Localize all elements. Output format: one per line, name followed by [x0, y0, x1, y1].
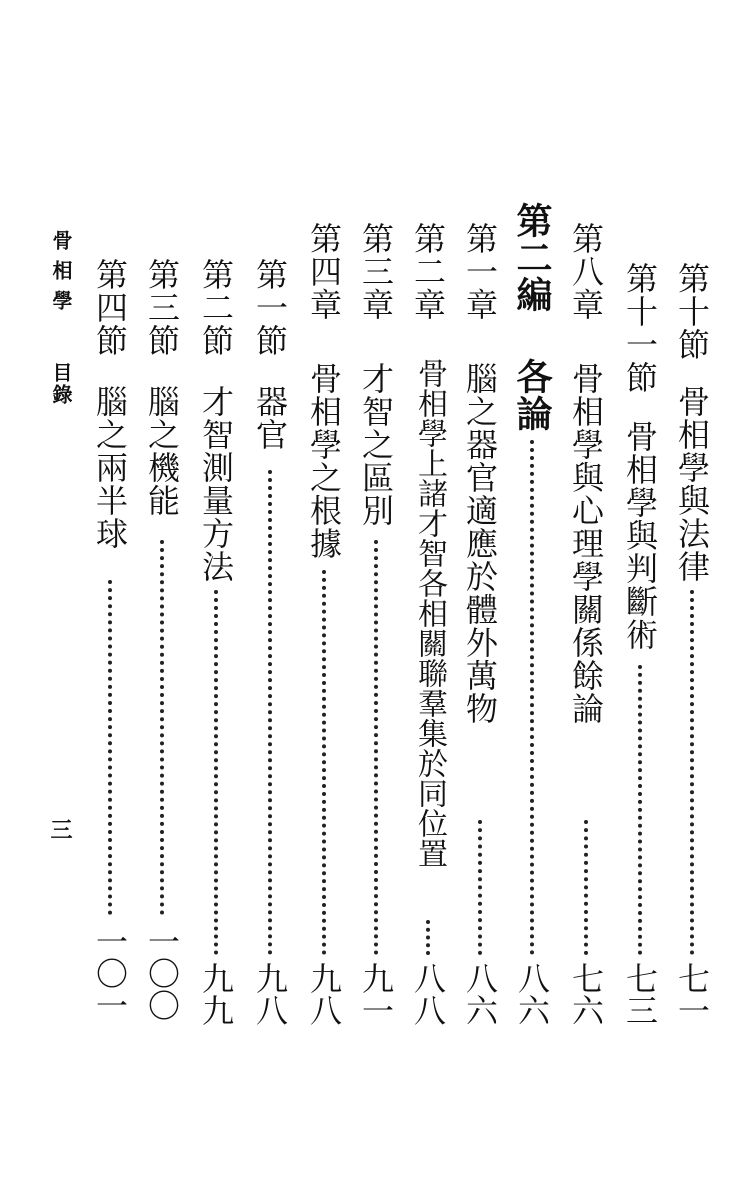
entry-page: 七六 — [567, 962, 605, 1026]
leader-dots — [160, 540, 164, 915]
leader-dots — [478, 820, 482, 955]
entry-page: 九八 — [305, 962, 343, 1026]
entry-title: 骨相學上諸才智各相關聯羣集於同位置 — [412, 358, 447, 868]
entry-label: 第四節 — [91, 258, 129, 357]
entry-label: 第二章 — [409, 222, 447, 321]
leader-dots — [530, 440, 534, 955]
entry-page: 八六 — [513, 962, 551, 1026]
leader-dots — [638, 665, 642, 955]
entry-title: 器官 — [251, 385, 289, 451]
toc-entry — [566, 0, 606, 1189]
leader-dots — [268, 470, 272, 955]
entry-title: 骨相學與判斷術 — [621, 420, 659, 651]
toc-entry — [408, 0, 448, 1189]
entry-page: 七三 — [621, 962, 659, 1026]
leader-dots — [426, 920, 430, 955]
entry-title: 骨相學之根據 — [305, 362, 343, 560]
entry-label: 第三章 — [357, 222, 395, 321]
entry-label: 第十一節 — [621, 262, 659, 394]
entry-title: 骨相學與心理學關係餘論 — [567, 362, 605, 725]
entry-title: 腦之兩半球 — [91, 385, 129, 550]
toc-entry — [672, 0, 712, 1189]
toc-entry — [142, 0, 182, 1189]
leader-dots — [322, 570, 326, 955]
entry-title: 才智測量方法 — [197, 385, 235, 583]
entry-title: 各論 — [511, 358, 553, 432]
entry-label: 第十節 — [673, 262, 711, 361]
entry-label: 第三節 — [143, 258, 181, 357]
leader-dots — [108, 580, 112, 915]
toc-entry — [304, 0, 344, 1189]
entry-page: 八六 — [461, 962, 499, 1026]
entry-title: 才智之區別 — [357, 362, 395, 527]
leader-dots — [584, 820, 588, 955]
leader-dots — [214, 590, 218, 955]
entry-page: 九九 — [197, 962, 235, 1026]
toc-entry — [512, 0, 552, 1189]
entry-title: 腦之機能 — [143, 385, 181, 517]
toc-entry — [356, 0, 396, 1189]
toc-entry — [460, 0, 500, 1189]
leader-dots — [690, 590, 694, 955]
running-header-section: 目錄 — [49, 362, 73, 406]
entry-page: 九一 — [357, 962, 395, 1026]
entry-label: 第四章 — [305, 222, 343, 321]
entry-title: 骨相學與法律 — [673, 385, 711, 583]
entry-label: 第一章 — [461, 222, 499, 321]
leader-dots — [374, 540, 378, 955]
entry-page: 一〇一 — [91, 925, 129, 1021]
entry-label: 第八章 — [567, 222, 605, 321]
entry-page: 九八 — [251, 962, 289, 1026]
toc-entry — [620, 0, 660, 1189]
entry-label: 第二節 — [197, 258, 235, 357]
running-header-title: 骨相學 — [49, 230, 73, 320]
entry-title: 腦之器官適應於體外萬物 — [461, 362, 499, 725]
entry-label: 第二編 — [511, 202, 553, 313]
page-number: 三 — [47, 818, 73, 840]
entry-page: 一〇〇 — [143, 925, 181, 1021]
toc-entry — [90, 0, 130, 1189]
entry-page: 八八 — [409, 962, 447, 1026]
entry-page: 七一 — [673, 962, 711, 1026]
toc-entry — [196, 0, 236, 1189]
entry-label: 第一節 — [251, 258, 289, 357]
toc-entry — [250, 0, 290, 1189]
